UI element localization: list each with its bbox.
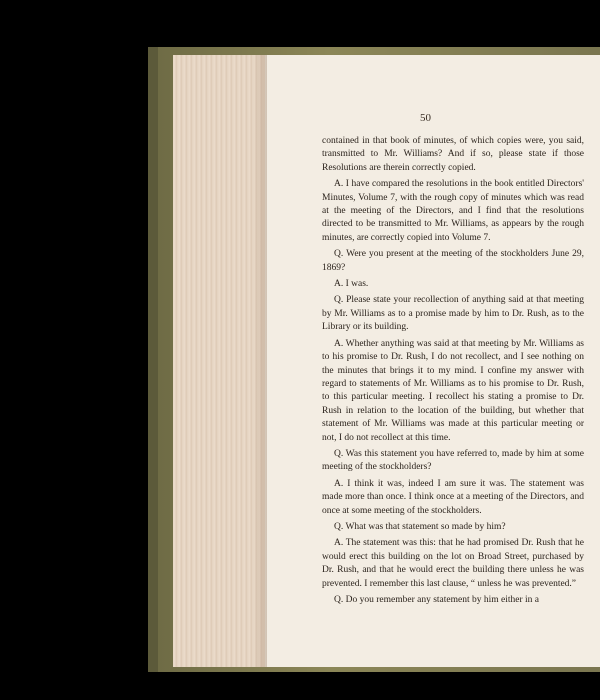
page-gutter-shadow: [253, 55, 267, 667]
paragraph: A. The statement was this: that he had promised Dr. Rush that he would erect this building on the lot on Broad Street, purchased by Dr. Rush, and that he would erect the building there unless he was prevented. I remember this last clause, “ unless he was prevented.”: [322, 538, 584, 589]
paragraph: contained in that book of minutes, of which copies were, you said, transmitted to Mr. Williams? And if so, please state if those Resolutions are therein correctly copied.: [322, 136, 584, 173]
paragraph: A. I have compared the resolutions in the book entitled Directors' Minutes, Volume 7, with the rough copy of minutes which was read at the meeting of the Directors, and I find that the resolutions directed to be transmitted to Mr. Williams, as appears by the rough minutes, are correctly copied into Volume 7.: [322, 179, 584, 243]
paragraph: Q. Do you remember any statement by him either in a: [334, 595, 539, 605]
page-text: [322, 135, 584, 610]
paragraph: A. I was.: [334, 279, 369, 290]
paragraph: Q. Were you present at the meeting of the stockholders June 29, 1869?: [322, 249, 584, 273]
page-number: 50: [420, 112, 431, 124]
paragraph: A. I think it was, indeed I am sure it was. The statement was made more than once. I think once at a meeting of the Directors, and once at some meeting of the stockholders.: [322, 478, 584, 516]
paragraph: Q. Please state your recollection of anything said at that meeting by Mr. Williams as to a promise made by him to Dr. Rush, as to the Library or its building.: [322, 295, 584, 333]
paragraph: A. Whether anything was said at that meeting by Mr. Williams as to his promise to Dr. Rush, I do not recollect, and I see nothing on the minutes that brings it to my mind. I confine my answer with regard to statements of Mr. Williams as to his promise to Dr. Rush, to this particular meeting. I recollect his stating a promise to Dr. Rush in relation to the location of the building, but whether that statement of Mr. Williams was made at this particular meeting or not, I do not recollect at this time.: [322, 338, 584, 443]
book-spine-edge: [148, 47, 158, 672]
paragraph: Q. What was that statement so made by him?: [334, 521, 506, 532]
page-fore-edge: [173, 55, 265, 667]
paragraph: Q. Was this statement you have referred to, made by him at some meeting of the stockholders?: [322, 448, 584, 473]
